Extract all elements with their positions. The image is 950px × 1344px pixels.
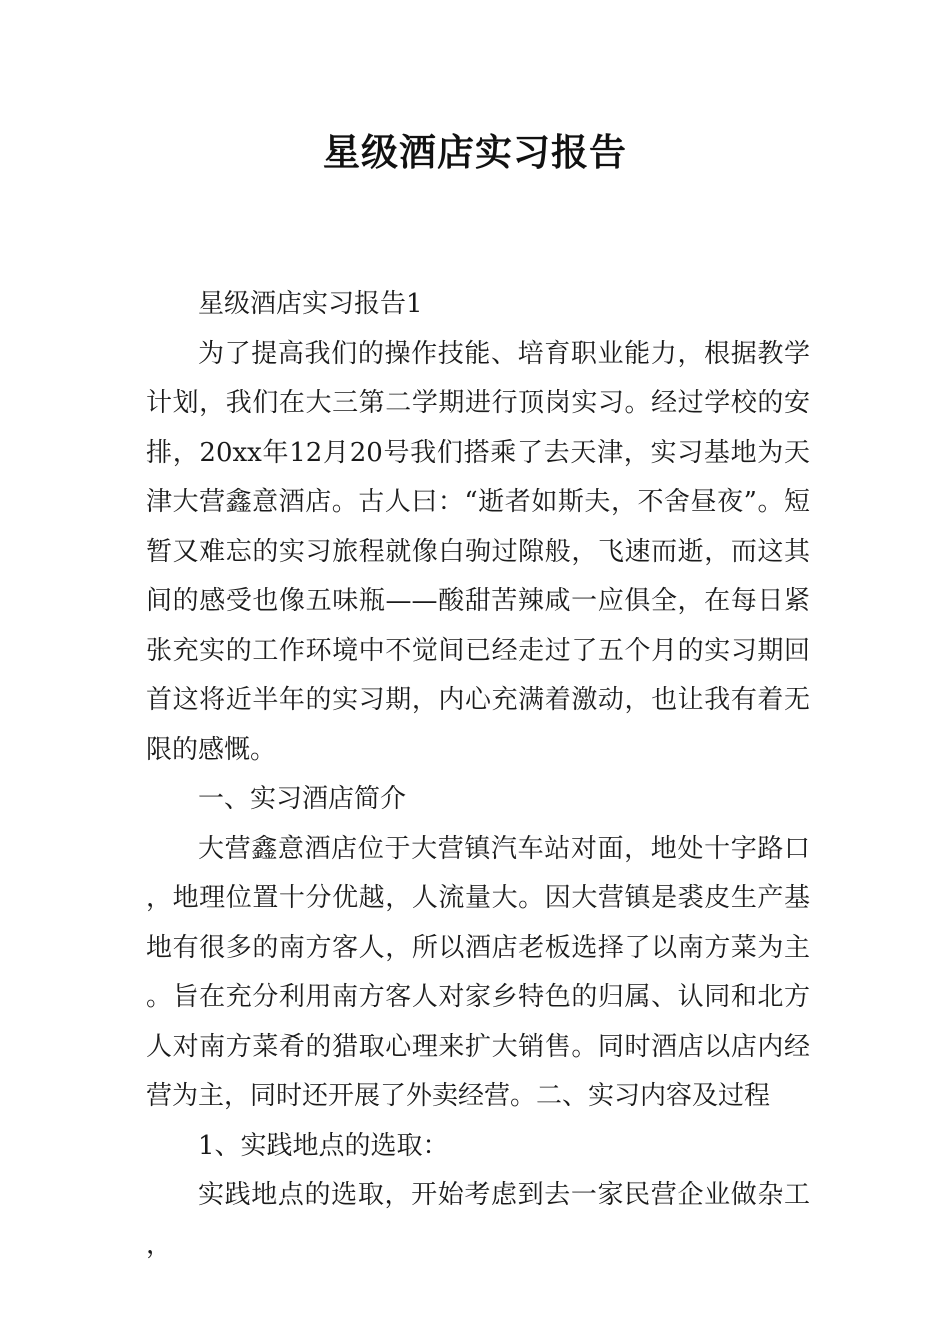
section-heading-report-1: 星级酒店实习报告1 (198, 289, 423, 319)
section-heading-hotel-intro: 一、实习酒店简介 (198, 784, 407, 814)
paragraph-location-selection: 实践地点的选取，开始考虑到去一家民营企业做杂工， (146, 1180, 810, 1260)
document-body (146, 280, 810, 1270)
paragraph-introduction: 为了提高我们的操作技能、培育职业能力，根据教学计划，我们在大三第二学期进行顶岗实习。经过学校的安排，20xx年12月20号我们搭乘了去天津，实习基地为天津大营鑫意酒店。古人曰：“逝者如斯夫，不舍昼夜”。短暂又难忘的实习旅程就像白驹过隙般，飞速而逝，而这其间的感受也像五味瓶——酸甜苦辣咸一应俱全，在每日紧张充实的工作环境中不觉间已经走过了五个月的实习期回首这将近半年的实习期，内心充满着激动，也让我有着无限的感慨。 (146, 338, 810, 765)
section-heading-location-selection: 1、实践地点的选取： (198, 1130, 449, 1161)
document-title: 星级酒店实习报告 (323, 131, 627, 174)
paragraph-hotel-intro: 大营鑫意酒店位于大营镇汽车站对面，地处十字路口，地理位置十分优越，人流量大。因大营镇是裘皮生产基地有很多的南方客人，所以酒店老板选择了以南方菜为主。旨在充分利用南方客人对家乡特色的归属、认同和北方人对南方菜肴的猎取心理来扩大销售。同时酒店以店内经营为主，同时还开展了外卖经营。二、实习内容及过程 (146, 833, 810, 1111)
